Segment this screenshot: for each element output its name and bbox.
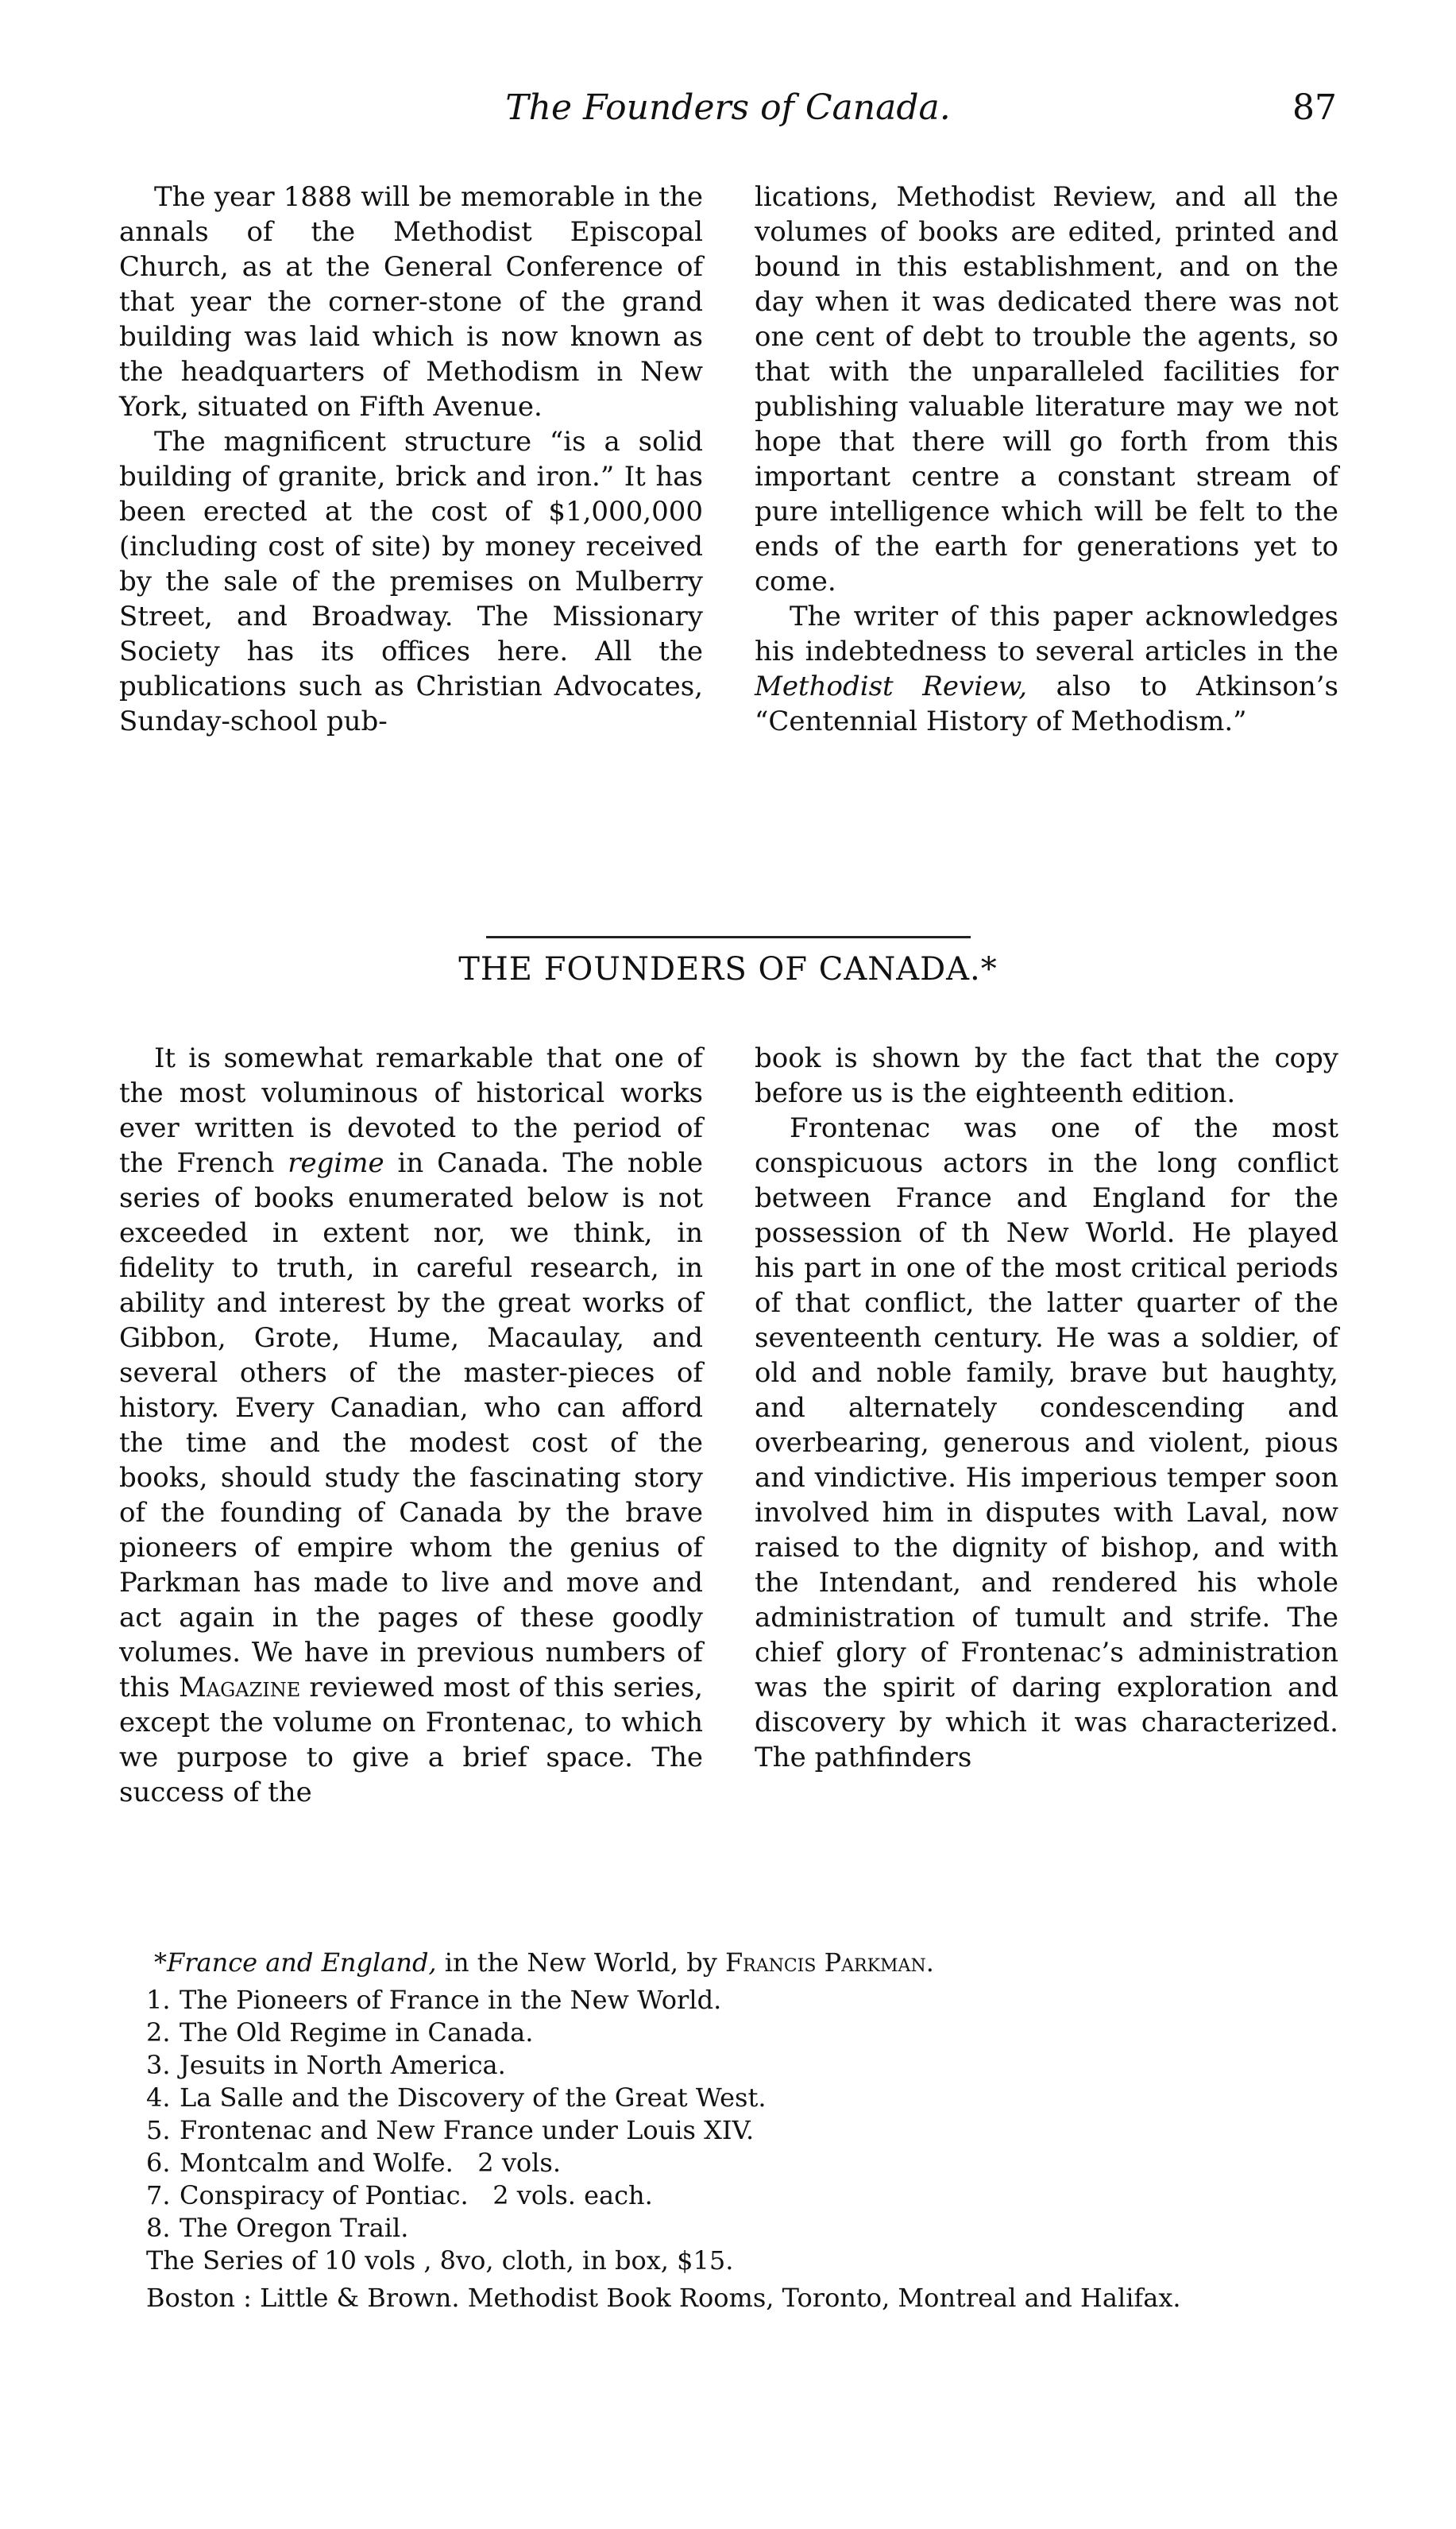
item-number: 4. <box>146 2082 171 2113</box>
article-end-paragraph-2-continued: lications, Methodist Review, and all the volumes of books are edited, printed and bound in this establishment, and on the day when it was dedicated there was not one cent of debt to trouble the agents, so that with the unparalleled facilities for publishing valuable literature may we not hope that there will go forth from this important centre a constant stream of pure intelligence which will be felt to the ends of the earth for generations yet to come. <box>755 181 1338 597</box>
list-item <box>119 2179 1338 2212</box>
item-text: The Pioneers of France in the New World. <box>180 1985 722 2015</box>
paragraph-text: It is somewhat remarkable that one of the most voluminous of historical works ever written is devoted to the period of the French <box>119 1042 703 1179</box>
section-title: THE FOUNDERS OF CANADA.* <box>458 951 998 988</box>
methodist-review-title: Methodist Review, <box>755 671 1028 702</box>
list-item <box>119 1984 1338 2017</box>
item-number: 8. <box>146 2213 171 2243</box>
item-number: 7. <box>146 2180 171 2210</box>
regime-italic: regime <box>288 1147 384 1179</box>
item-text: Jesuits in North America. <box>180 2050 506 2080</box>
article-end-paragraph-2: The magnificent structure “is a solid building of granite, brick and iron.” It has been erected at the cost of $1,000,000 (including cost of site) by money received by the sale of the premises on Mulberry Street, and Broadway. The Missionary Society has its offices here. All the publications such as Christian Advocates, Sunday-school pub- <box>119 426 703 737</box>
footnote-author: Francis Parkman. <box>724 1947 934 1978</box>
section-divider <box>486 936 971 938</box>
footnote-marker: * <box>154 1947 167 1978</box>
paragraph-text: reviewed most of this series, except the volume on Frontenac, to which we purpose to give a brief space. The success of the <box>119 1672 703 1808</box>
item-number: 5. <box>146 2115 171 2145</box>
section-paragraph-1-continued: book is shown by the fact that the copy before us is the eighteenth edition. <box>755 1042 1338 1109</box>
acknowledgement-text: The writer of this paper acknowledges his indebtedness to several articles in the <box>755 601 1338 667</box>
volume-list <box>119 1984 1338 2245</box>
item-number: 6. <box>146 2148 171 2178</box>
series-price: The Series of 10 vols , 8vo, cloth, in box, $15. <box>146 2245 734 2276</box>
running-head <box>119 83 1337 133</box>
footnote-heading <box>119 1947 1338 1979</box>
item-text: The Old Regime in Canada. <box>180 2017 534 2048</box>
list-item <box>119 2049 1338 2082</box>
running-head-title: The Founders of Canada. <box>505 87 951 128</box>
footnote-book-title: France and England, <box>167 1947 437 1978</box>
paragraph-text: in Canada. The noble series of books enumerated below is not exceeded in extent nor, we think, in fidelity to truth, in careful research, in ability and interest by the great works of Gibbon, Grote, Hume, Macaulay, and several others of the master-pieces of history. Every Canadian, who can afford the time and the modest cost of the books, should study the fascinating story of the founding of Canada by the brave pioneers of empire whom the genius of Parkman has made to live and move and act again in the pages of these goodly volumes. We have in previous numbers of this <box>119 1147 703 1703</box>
item-number: 2. <box>146 2017 171 2048</box>
acknowledgement-text-end: also to Atkinson’s “Centennial History of Methodism.” <box>755 671 1338 737</box>
footnote <box>119 1947 1338 2314</box>
section-left-column <box>119 1041 703 1810</box>
magazine-small-caps: Magazine <box>178 1672 301 1703</box>
section-paragraph-1 <box>119 1041 703 1810</box>
list-item <box>119 2212 1338 2245</box>
article-end-right-column <box>755 180 1338 739</box>
article-end-paragraph-1: The year 1888 will be memorable in the annals of the Methodist Episcopal Church, as at the General Conference of that year the corner-stone of the grand building was laid which is now known as the headquarters of Methodism in New York, situated on Fifth Avenue. <box>119 181 703 423</box>
page-number: 87 <box>1292 87 1337 128</box>
section-paragraph-2: Frontenac was one of the most conspicuous actors in the long conflict between France and England for the possession of th New World. He played his part in one of the most critical periods of that conflict, the latter quarter of the seventeenth century. He was a soldier, of old and noble family, brave but haughty, and alternately condescending and overbearing, generous and violent, pious and vindictive. His imperious temper soon involved him in disputes with Laval, now raised to the dignity of bishop, and with the Intendant, and rendered his whole administration of tumult and strife. The chief glory of Frontenac’s administration was the spirit of daring exploration and discovery by which it was characterized. The pathfinders <box>755 1112 1338 1773</box>
list-item <box>119 2147 1338 2179</box>
section-right-column <box>755 1041 1338 1775</box>
list-item <box>119 2114 1338 2147</box>
footnote-title-rest: in the New World, by <box>436 1947 725 1978</box>
item-text: Frontenac and New France under Louis XIV. <box>180 2115 755 2145</box>
article-end-paragraph-3 <box>755 599 1338 739</box>
publishers: Boston : Little & Brown. Methodist Book Rooms, Toronto, Montreal and Halifax. <box>146 2283 1181 2313</box>
item-text: The Oregon Trail. <box>180 2213 409 2243</box>
list-item <box>119 2017 1338 2049</box>
list-item <box>119 2082 1338 2114</box>
item-text: La Salle and the Discovery of the Great West. <box>180 2082 767 2113</box>
article-end-left-column <box>119 180 703 739</box>
item-text: Conspiracy of Pontiac. 2 vols. each. <box>180 2180 653 2210</box>
item-number: 3. <box>146 2050 171 2080</box>
item-text: Montcalm and Wolfe. 2 vols. <box>180 2148 561 2178</box>
item-number: 1. <box>146 1985 171 2015</box>
